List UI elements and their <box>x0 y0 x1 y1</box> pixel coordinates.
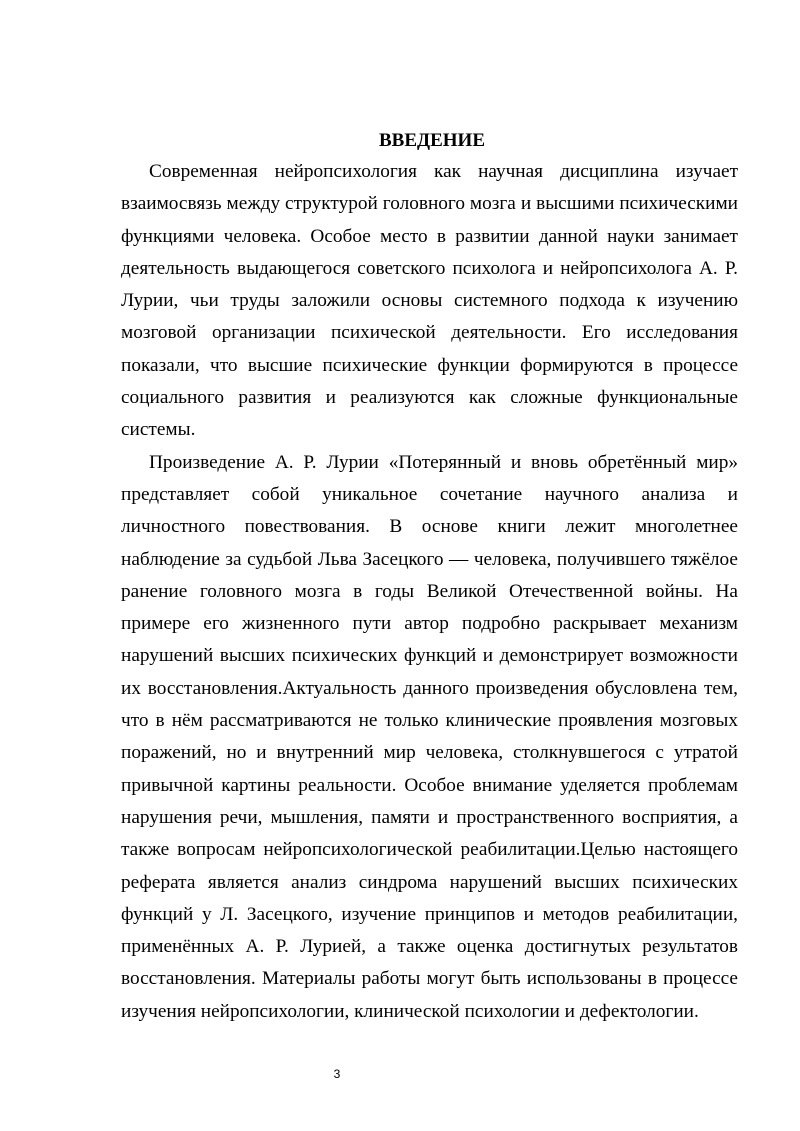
body-text <box>121 156 738 1028</box>
page-title: ВВЕДЕНИЕ <box>379 130 485 151</box>
paragraph-intro: Современная нейропсихология как научная дисциплина изучает взаимосвязь между структурой головного мозга и высшими психическими функциями человека. Особое место в развитии данной науки занимает деятельность выдающегося советского психолога и нейропсихолога А. Р. Лурии, чьи труды заложили основы системного подхода к изучению мозговой организации психической деятельности. Его исследования показали, что высшие психические функции формируются в процессе социального развития и реализуются как сложные функциональные системы. <box>121 161 738 441</box>
paragraph-book: Произведение А. Р. Лурии «Потерянный и вновь обретённый мир» представляет собой уникальное сочетание научного анализа и личностного повествования. В основе книги лежит многолетнее наблюдение за судьбой Льва Засецкого — человека, получившего тяжёлое ранение головного мозга в годы Великой Отечественной войны. На примере его жизненного пути автор подробно раскрывает механизм нарушений высших психических функций и демонстрирует возможности их восстановления.Актуальность данного произведения обусловлена тем, что в нём рассматриваются не только клинические проявления мозговых поражений, но и внутренний мир человека, столкнувшегося с утратой привычной картины реальности. Особое внимание уделяется проблемам нарушения речи, мышления, памяти и пространственного восприятия, а также вопросам нейропсихологической реабилитации.Целью настоящего реферата является анализ синдрома нарушений высших психических функций у Л. Засецкого, изучение принципов и методов реабилитации, применённых А. Р. Лурией, а также оценка достигнутых результатов восстановления. Материалы работы могут быть использованы в процессе изучения нейропсихологии, клинической психологии и дефектологии. <box>121 451 738 1022</box>
page-number: 3 <box>333 1067 341 1081</box>
